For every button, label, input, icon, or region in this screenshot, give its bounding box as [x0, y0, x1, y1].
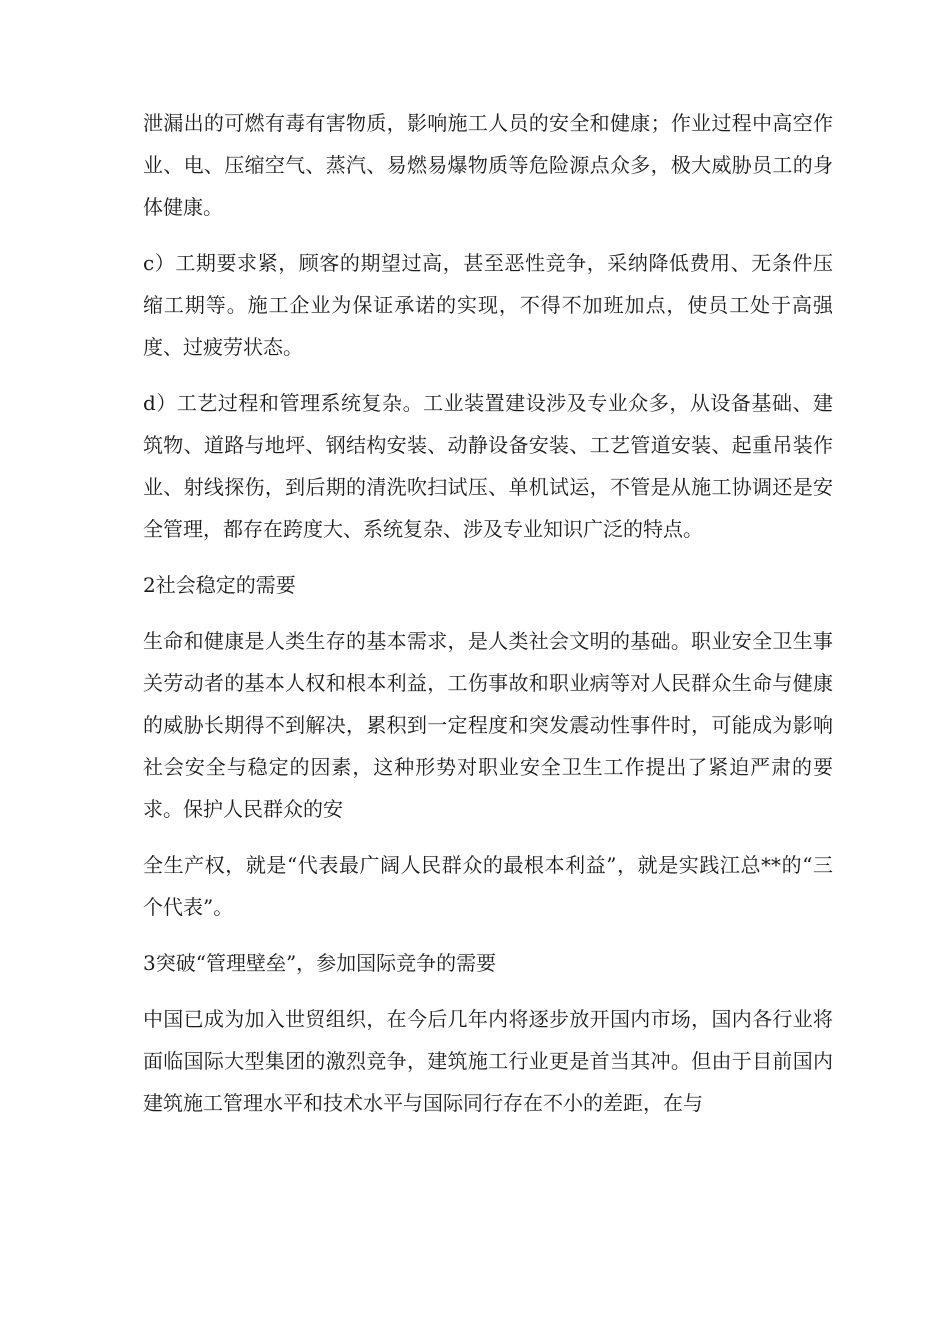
paragraph-production-rights: 全生产权，就是“代表最广阔人民群众的最根本利益”，就是实践江总**的“三个代表”。 [143, 853, 833, 919]
section-heading-international-competition: 3突破“管理壁垒”，参加国际竞争的需要 [143, 951, 497, 975]
paragraph-process: d）工艺过程和管理系统复杂。工业装置建设涉及专业众多，从设备基础、建筑物、道路与地坪、钢结构安装、动静设备安装、工艺管道安装、起重吊装作业、射线探伤，到后期的清洗吹扫试压、单机试运，不管是从施工协调还是安全管理，都存在跨度大、系统复杂、涉及专业知识广泛的特点。 [143, 391, 833, 541]
section-heading-social-stability: 2社会稳定的需要 [143, 573, 296, 597]
document-body [143, 102, 833, 1138]
paragraph-hazards: 泄漏出的可燃有毒有害物质，影响施工人员的安全和健康；作业过程中高空作业、电、压缩空气、蒸汽、易燃易爆物质等危险源点众多，极大威胁员工的身体健康。 [143, 111, 833, 219]
paragraph-schedule: c）工期要求紧，顾客的期望过高，甚至恶性竞争，采纳降低费用、无条件压缩工期等。施工企业为保证承诺的实现，不得不加班加点，使员工处于高强度、过疲劳状态。 [143, 251, 833, 359]
paragraph-wto: 中国已成为加入世贸组织，在今后几年内将逐步放开国内市场，国内各行业将面临国际大型集团的激烈竞争，建筑施工行业更是首当其冲。但由于目前国内建筑施工管理水平和技术水平与国际同行存在不小的差距，在与 [143, 1007, 833, 1115]
paragraph-social-stability: 生命和健康是人类生存的基本需求，是人类社会文明的基础。职业安全卫生事关劳动者的基本人权和根本利益，工伤事故和职业病等对人民群众生命与健康的威胁长期得不到解决，累积到一定程度和突发震动性事件时，可能成为影响社会安全与稳定的因素，这种形势对职业安全卫生工作提出了紧迫严肃的要求。保护人民群众的安 [143, 629, 833, 821]
